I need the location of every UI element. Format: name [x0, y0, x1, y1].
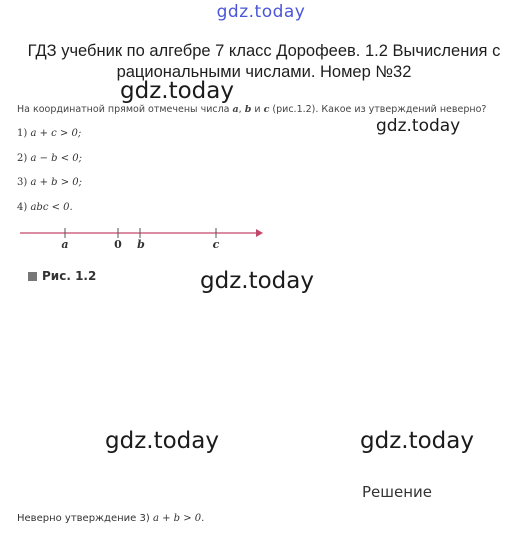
label-c: c [212, 238, 220, 251]
watermark: gdz.today [200, 268, 314, 294]
watermark: gdz.today [360, 428, 474, 454]
label-a: a [61, 238, 69, 251]
watermark: gdz.today [105, 428, 219, 454]
label-zero: 0 [114, 238, 122, 251]
caption-square-icon [28, 272, 37, 281]
solution-heading: Решение [362, 483, 433, 501]
site-logo[interactable]: gdz.today [216, 2, 306, 22]
option-1: 1) a + c > 0; [17, 128, 82, 139]
option-4: 4) abc < 0. [17, 202, 73, 213]
label-b: b [137, 238, 145, 251]
task-statement: На координатной прямой отмечены числа a, b и c (рис.1.2). Какое из утверждений неверно? [17, 104, 487, 115]
number-line-figure [20, 222, 265, 252]
figure-caption: Рис. 1.2 [28, 269, 96, 283]
number-line-arrow [256, 229, 263, 237]
solution-answer: Неверно утверждение 3) a + b > 0. [17, 513, 205, 524]
watermark: gdz.today [376, 116, 461, 136]
option-3: 3) a + b > 0; [17, 177, 83, 188]
page-title: ГДЗ учебник по алгебре 7 класс Дорофеев. 1.2 Вычисления с рациональными числами. Номер №32 [27, 42, 501, 81]
watermark: gdz.today [120, 78, 234, 104]
option-2: 2) a − b < 0; [17, 153, 83, 164]
